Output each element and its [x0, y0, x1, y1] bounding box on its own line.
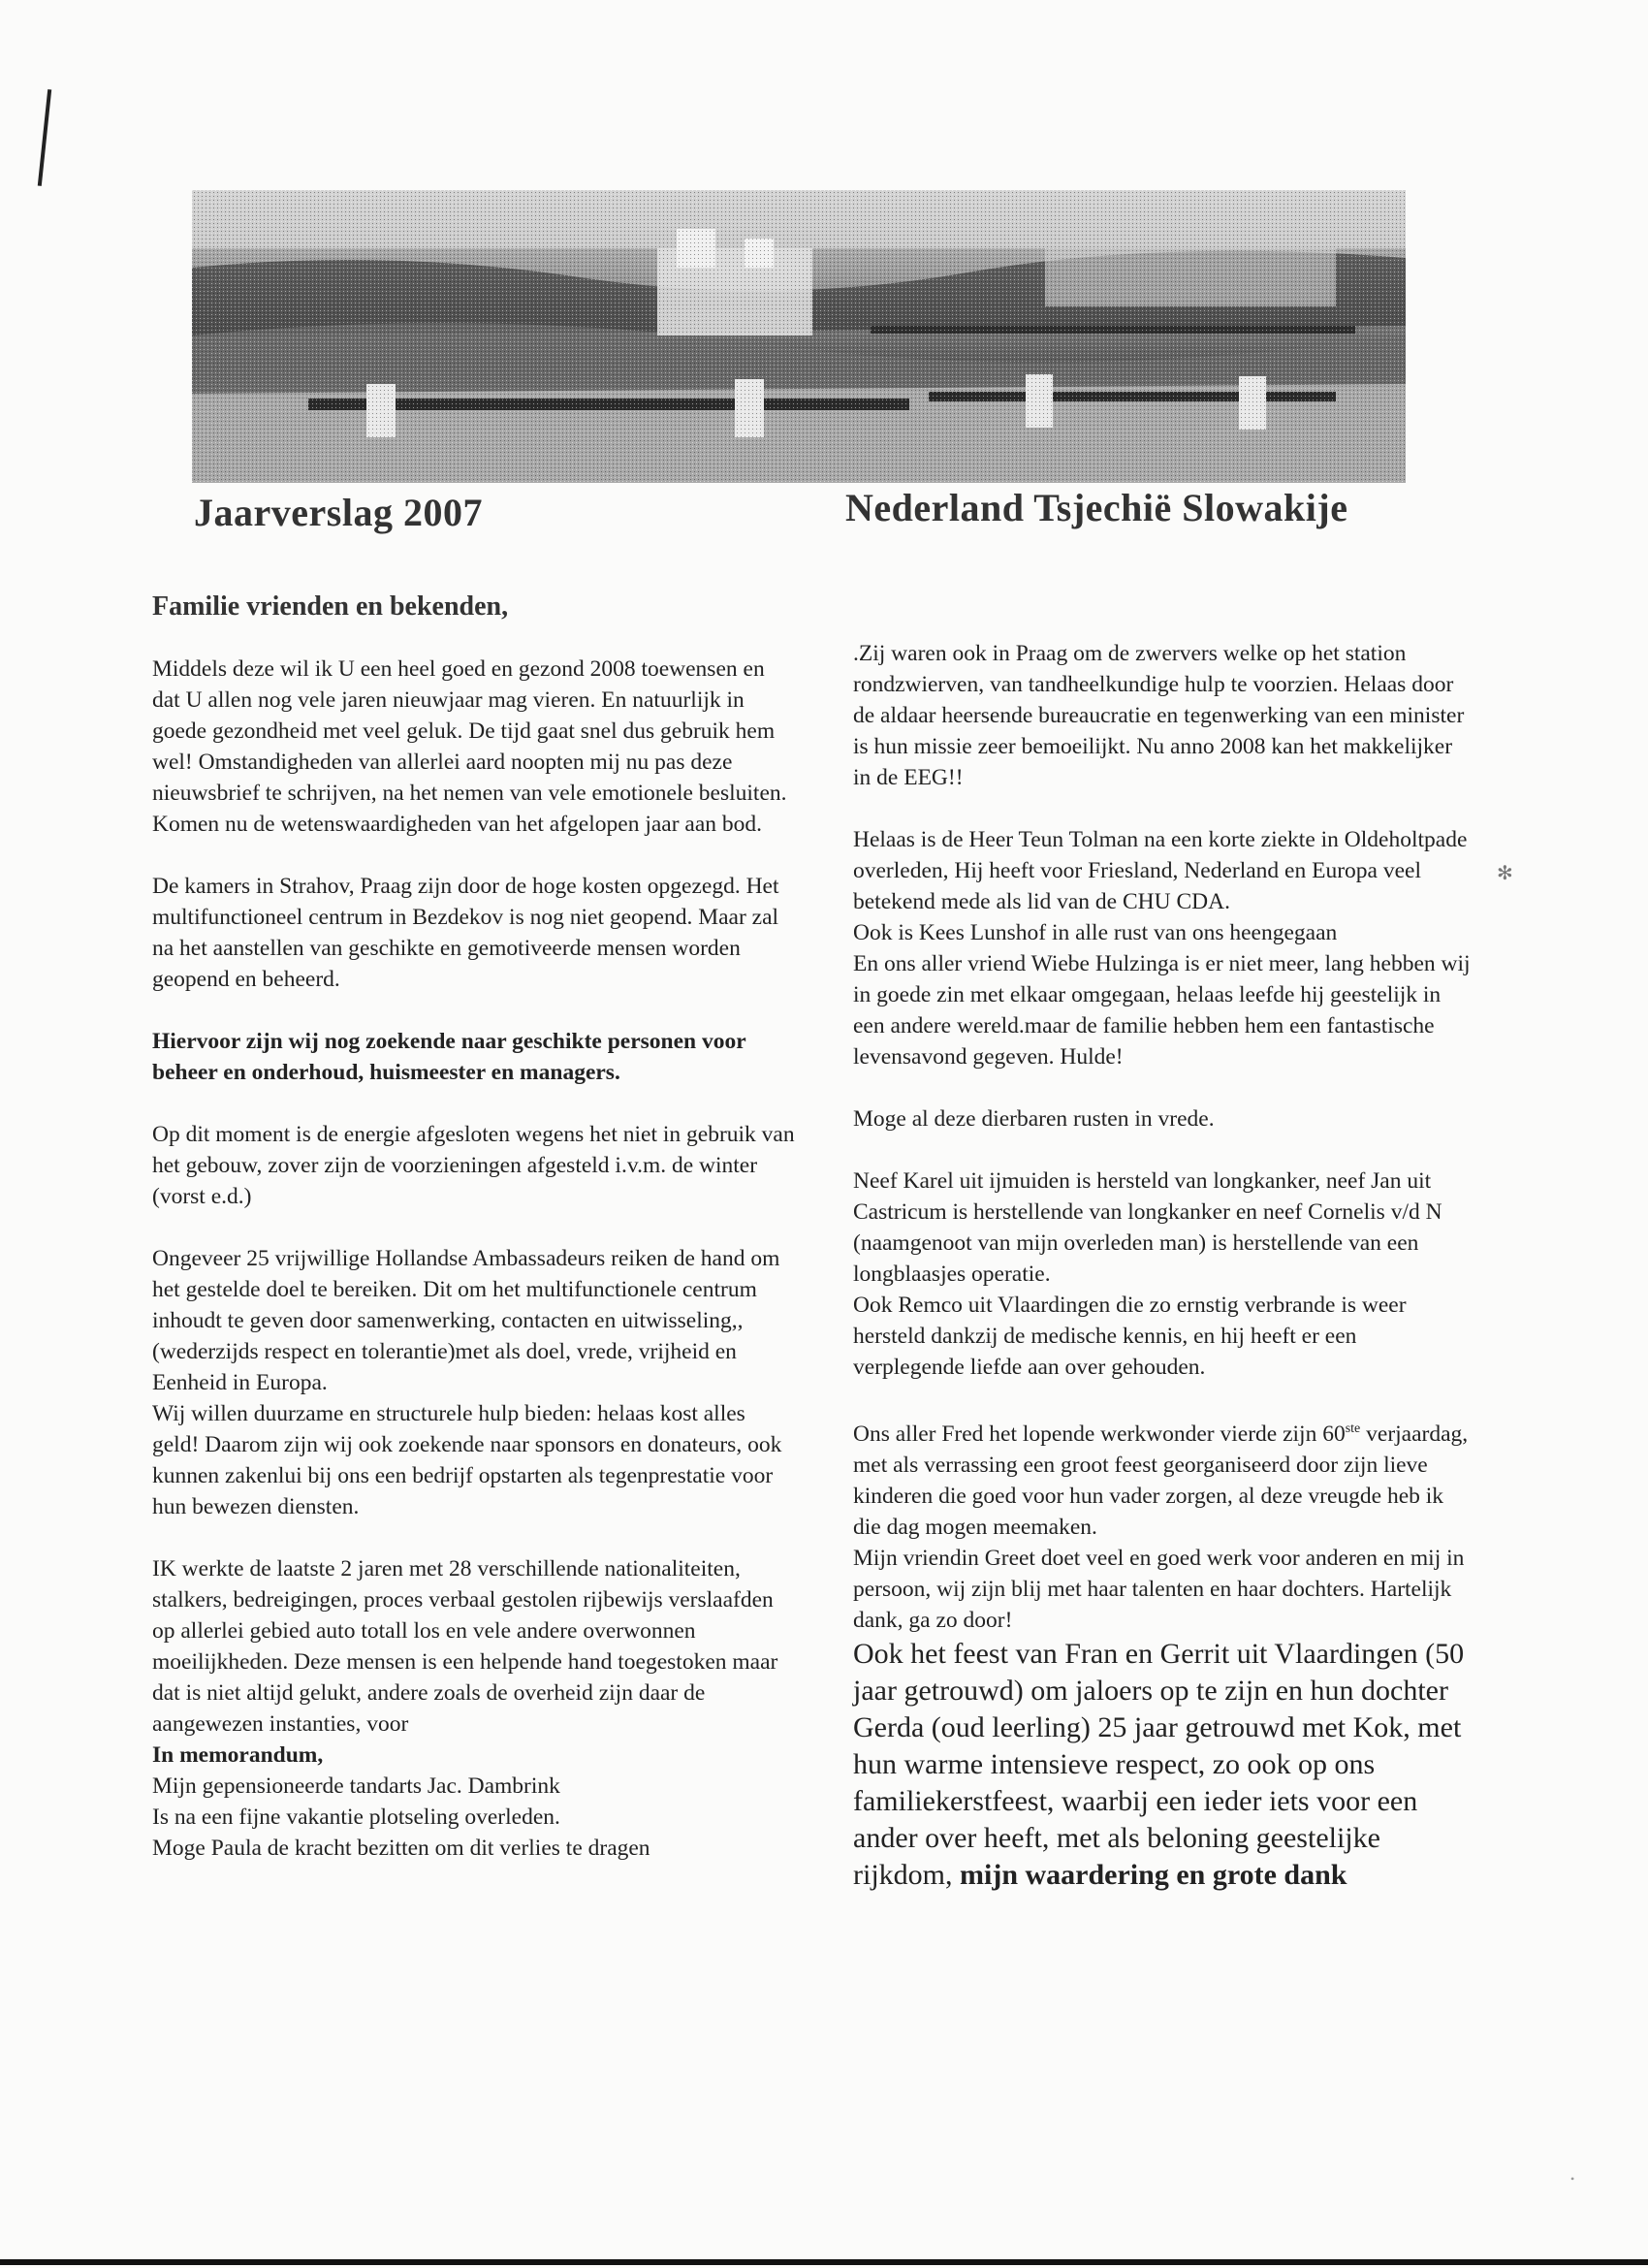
- paragraph-rest: Moge al deze dierbaren rusten in vrede.: [853, 1106, 1215, 1132]
- paragraph-energy: Op dit moment is de energie afgesloten wegens het niet in gebruik van het gebouw, zover zijn de voorzieningen afgesteld i.v.m. de winter (vorst e.d.): [152, 1122, 795, 1209]
- report-title: Jaarverslag 2007: [194, 491, 483, 534]
- countries-title: Nederland Tsjechië Slowakije: [845, 486, 1348, 529]
- header-banner-image: [192, 190, 1406, 483]
- salutation: Familie vrienden en bekenden,: [152, 591, 509, 622]
- paragraph-search-staff: Hiervoor zijn wij nog zoekende naar geschikte personen voor beheer en onderhoud, huismeester en managers.: [152, 1029, 746, 1085]
- paragraph-tolman: Helaas is de Heer Teun Tolman na een korte ziekte in Oldeholtpade overleden, Hij heeft voor Friesland, Nederland en Europa veel betekend mede als lid van de CHU CDA.: [853, 827, 1468, 914]
- memorandum-heading: In memorandum,: [152, 1742, 324, 1768]
- memorandum-line-2: Is na een fijne vakantie plotseling overleden.: [152, 1805, 560, 1830]
- paragraph-fran-gerrit: [853, 1636, 1474, 1894]
- closing-thanks: mijn waardering en grote dank: [960, 1858, 1347, 1891]
- fred-text: Ons aller Fred het lopende werkwonder vierde zijn 60: [853, 1421, 1346, 1447]
- paragraph-fred: [853, 1414, 1474, 1543]
- pen-mark: [38, 89, 51, 186]
- fred-text-continued: verjaardag, met als verrassing een groot feest georganiseerd door zijn lieve kinderen die goed voor hun vader zorgen, al deze vreugde heb ik die dag mogen meemaken.: [853, 1421, 1469, 1540]
- fran-gerrit-text: Ook het feest van Fran en Gerrit uit Vlaardingen (50 jaar getrouwd) om jaloers op te zijn en hun dochter Gerda (oud leerling) 25 jaar getrouwd met Kok, met hun warme intensieve respect, zo ook op ons familiekerstfeest, waarbij een ieder iets voor een ander over heeft, met als beloning geestelijke rijkdom,: [853, 1637, 1465, 1891]
- paragraph-lunshof: Ook is Kees Lunshof in alle rust van ons heengegaan: [853, 920, 1338, 945]
- superscript-ste: ste: [1345, 1421, 1361, 1436]
- scan-edge: [0, 2259, 1648, 2265]
- paragraph-nephews: Neef Karel uit ijmuiden is hersteld van longkanker, neef Jan uit Castricum is herstellende van longkanker en neef Cornelis v/d N (naamgenoot van mijn overleden man) is herstellende van een longblaasjes operatie.: [853, 1168, 1442, 1287]
- small-mark-icon: ✻: [1497, 863, 1513, 884]
- paragraph-strahov: De kamers in Strahov, Praag zijn door de hoge kosten opgezegd. Het multifunctioneel centrum in Bezdekov is nog niet geopend. Maar zal na het aanstellen van geschikte en gemotiveerde mensen worden geopend en beheerd.: [152, 874, 779, 992]
- paragraph-hulzinga: En ons aller vriend Wiebe Hulzinga is er niet meer, lang hebben wij in goede zin met elkaar omgegaan, helaas leefde hij geestelijk in een andere wereld.maar de familie hebben hem een fantastische levensavond gegeven. Hulde!: [853, 951, 1471, 1070]
- memorandum-line-3: Moge Paula de kracht bezitten om dit verlies te dragen: [152, 1836, 650, 1861]
- left-column: [152, 654, 797, 1864]
- paragraph-greet: Mijn vriendin Greet doet veel en goed werk voor anderen en mij in persoon, wij zijn blij met haar talenten en haar dochters. Hartelijk dank, ga zo door!: [853, 1545, 1465, 1633]
- paragraph-wishes: Middels deze wil ik U een heel goed en gezond 2008 toewensen en dat U allen nog vele jaren nieuwjaar mag vieren. En natuurlijk in goede gezondheid met veel geluk. De tijd gaat snel dus gebruik hem wel! Omstandigheden van allerlei aard noopten mij nu pas deze nieuwsbrief te schrijven, na het nemen van vele emotionele besluiten. Komen nu de wetenswaardigheden van het afgelopen jaar aan bod.: [152, 656, 787, 837]
- right-column: [853, 638, 1474, 1894]
- paragraph-work: IK werkte de laatste 2 jaren met 28 verschillende nationaliteiten, stalkers, bedreigingen, proces verbaal gestolen rijbewijs verslaafden op allerlei gebied auto totall los en vele andere overwonnen moeilijkheden. Deze mensen is een helpende hand toegestoken maar dat is niet altijd gelukt, andere zoals de overheid zijn daar de aangewezen instanties, voor: [152, 1556, 778, 1737]
- paragraph-remco: Ook Remco uit Vlaardingen die zo ernstig verbrande is weer hersteld dankzij de medische kennis, en hij heeft er een verplegende liefde aan over gehouden.: [853, 1293, 1407, 1380]
- paragraph-sponsors: Wij willen duurzame en structurele hulp bieden: helaas kost alles geld! Daarom zijn wij ook zoekende naar sponsors en donateurs, ook kunnen zakenlui bij ons een bedrijf opstarten als tegenprestatie voor hun bewezen diensten.: [152, 1401, 782, 1519]
- paragraph-ambassadors: Ongeveer 25 vrijwillige Hollandse Ambassadeurs reiken de hand om het gestelde doel te bereiken. Dit om het multifunctionele centrum inhoudt te geven door samenwerking, contacten en uitwisseling,,(wederzijds respect en tolerantie)met als doel, vrede, vrijheid en Eenheid in Europa.: [152, 1246, 780, 1395]
- memorandum-line-1: Mijn gepensioneerde tandarts Jac. Dambrink: [152, 1773, 560, 1799]
- paragraph-prague: .Zij waren ook in Praag om de zwervers welke op het station rondzwierven, van tandheelkundige hulp te voorzien. Helaas door de aldaar heersende bureaucratie en tegenwerking van een minister is hun missie zeer bemoeilijkt. Nu anno 2008 kan het makkelijker in de EEG!!: [853, 641, 1465, 790]
- speck: •: [1570, 2172, 1575, 2186]
